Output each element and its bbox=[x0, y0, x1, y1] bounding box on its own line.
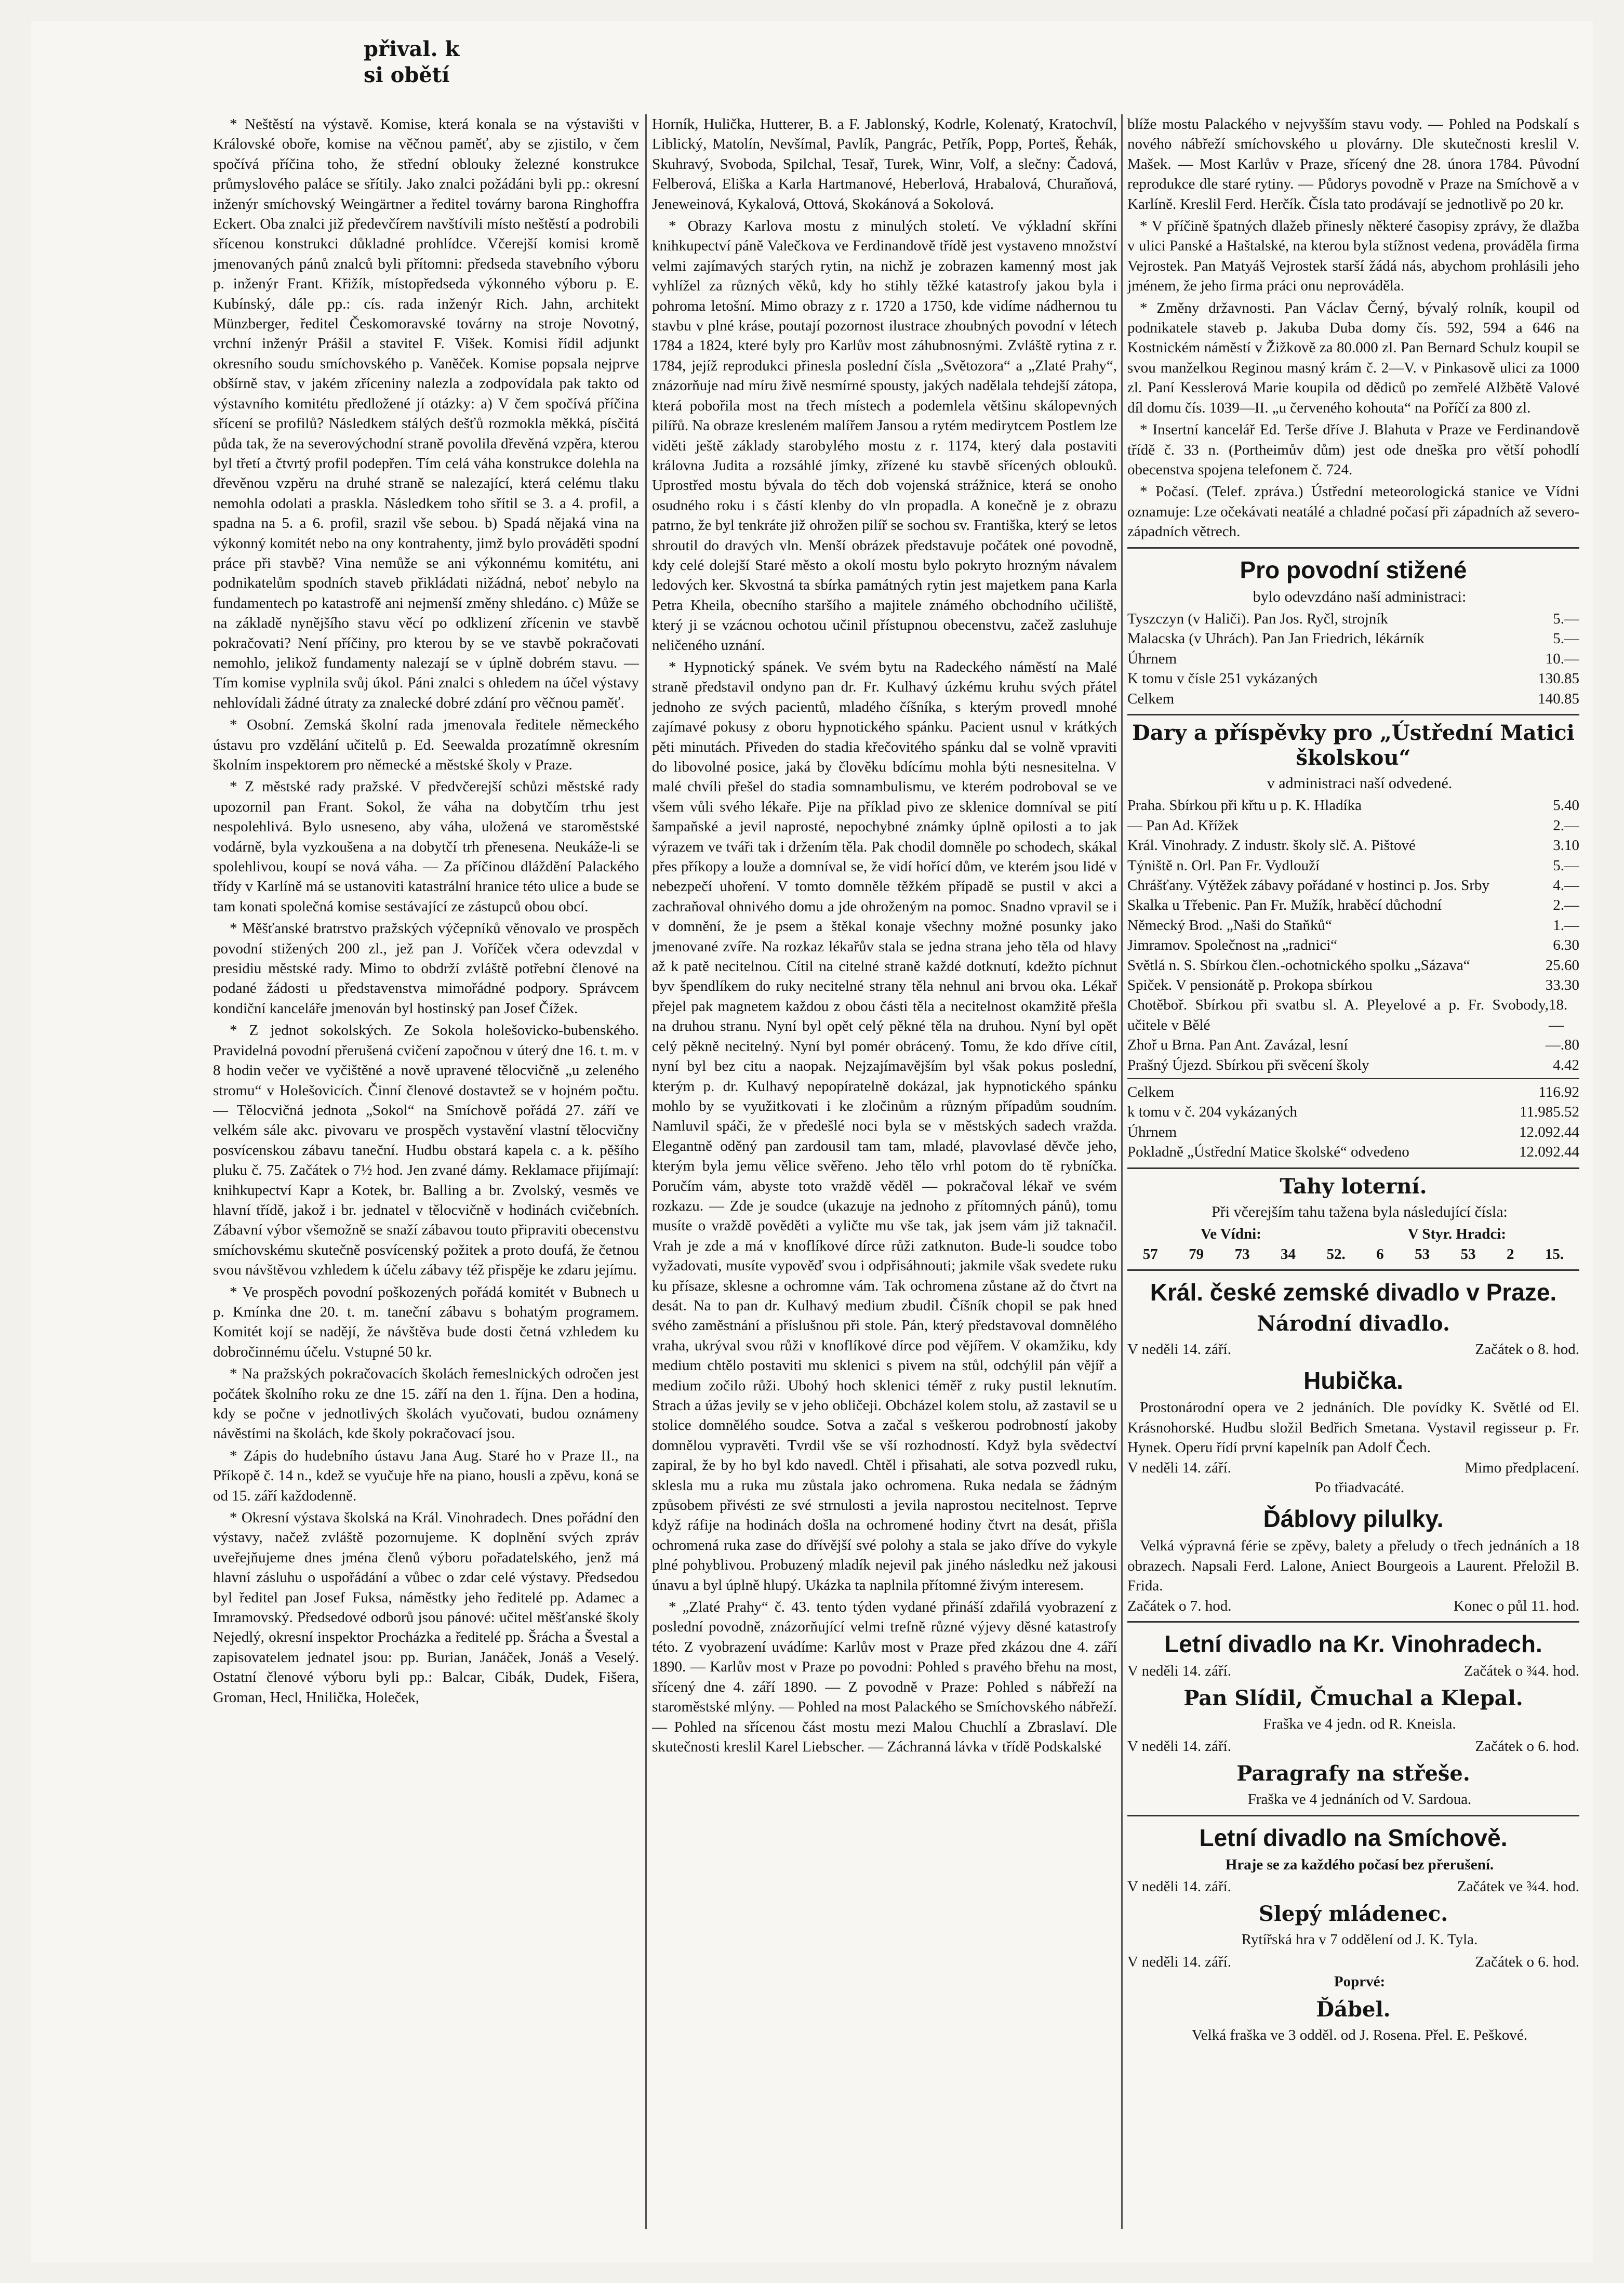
article-insertni-kancelar: * Insertní kancelář Ed. Terše dříve J. Blahuta v Praze ve Ferdinandově třídě č. 33 n. (Portheimův dům) jest ode dneška pro větší pohodlí obecenstva spojena telefonem č. 724. bbox=[1127, 421, 1579, 478]
donation-row bbox=[1127, 835, 1579, 855]
donation-amount: 2.— bbox=[1553, 897, 1579, 914]
donation-label: Chrášťany. Výtěžek zábavy pořádané v hostinci p. Jos. Srby bbox=[1127, 877, 1489, 894]
divider bbox=[1127, 714, 1579, 715]
article-skolska-vystava: * Okresní výstava školská na Král. Vinohradech. Dnes pořádní den výstavy, načež zvláště pozornujeme. K doplnění svých zpráv uveřejňujeme dnes jména členů výboru pořadatelského, jenž má hlavní zásluhu o uspořádání a vůbec o zdar celé výstavy. Předsedou byl ředitel pan Josef Fuksa, náměstky jeho ředitelé pp. Adamec a Imramovský. Předsedové odborů jsou pánové: učitel měšťanské školy Nejedlý, okresní inspektor Procházka a ředitelé pp. Šrácha a Švestal a zapisovatelem jednatel jsou: pp. Burian, Janáček, Jonáš a Veselý. Ostatní členové výboru byli pp.: Balcar, Cibák, Dudek, Fišera, Groman, Hecl, Hnilička, Holeček, bbox=[213, 1509, 639, 1706]
divider bbox=[1127, 1621, 1579, 1623]
lottery-number: 73 bbox=[1234, 1245, 1250, 1263]
flood-row-amount: 5.— bbox=[1553, 610, 1579, 627]
divider bbox=[1127, 1269, 1579, 1271]
article-bratrstvo: * Měšťanské bratrstvo pražských výčepníků věnovalo ve prospěch povodní stižených 200 zl., jež pan J. Voříček včera odevzdal v presidiu městské rady. Mimo to obdrží zvláště potřební členové na podané žádosti u představenstva mimořádné podpory. Správcem kondiční kanceláře jmenován byl hostinský pan Josef Čížek. bbox=[213, 920, 639, 1017]
matice-previous bbox=[1127, 1102, 1579, 1122]
matice-grand-amount: 12.092.44 bbox=[1519, 1123, 1579, 1140]
article-osobni: * Osobní. Zemská školní rada jmenovala ředitele německého ústavu pro vzdělání učitelů p. Ed. Seewalda prozatímně okresním školním inspektorem pro německé a městské školy v Praze. bbox=[213, 716, 639, 773]
article-mestska-rada: * Z městské rady pražské. V předvčerejší schůzi městské rady upozornil pan Frant. Sokol, že váha na dobytčím trhu jest nespolehlivá. Bylo usneseno, aby váha, uložená ve staroměstské vodárně, byla vyzkoušena a na dobytčí trh přenesena. Neukáže-li se spolehlivou, koupí se nová váha. — Za příčinou dláždění Palackého třídy v Karlíně má se ustanoviti katastrální hranice této ulice a bude se tam konati společná komise sestávající ze zástupců obou obcí. bbox=[213, 778, 639, 915]
performance-start: Začátek o ¾4. hod. bbox=[1463, 1662, 1579, 1679]
donation-amount: 3.10 bbox=[1553, 837, 1579, 854]
performance-note: Mimo předplacení. bbox=[1465, 1459, 1579, 1476]
lottery-numbers bbox=[1127, 1244, 1579, 1264]
article-sokol: * Z jednot sokolských. Ze Sokola holešovicko-bubenského. Pravidelná povodní přerušená cvičení započnou v úterý dne 16. t. m. v 8 hodin večer ve vyčištěné a nově upravené tělocvičně „u zeleného stromu“ v Holešovicích. Činní členové dostavtež se v hojném počtu. — Tělocvičná jednota „Sokol“ na Smíchově pořádá 27. září ve velkém sále akc. pivovaru ve prospěch vystavění vlastní tělocvičny posvícenskou zábavu taneční. Hudbu obstará kapela c. a k. pěšího pluku č. 75. Začátek o 7½ hod. Jen zvané dámy. Reklamace přijímají: knihkupectví Kapr a Kotek, br. Balling a br. Zvolský, vesměs ve hlavní třídě, jakož i br. jednatel v tělocvičně v hodinách cvičebních. Zábavní výbor všemožně se snaží zábavou touto připraviti obecenstvu smíchovskému skutečně posvícenský požitek a proto doufá, že četnou svou návštěvou vzhledem k účelu zábavy též přispěje ke zdaru jejímu. bbox=[213, 1022, 639, 1279]
performance-row bbox=[1127, 1736, 1579, 1756]
matice-grand-total bbox=[1127, 1122, 1579, 1142]
donation-row bbox=[1127, 795, 1579, 815]
donation-row bbox=[1127, 915, 1579, 935]
performance-title: Pan Slídil, Čmuchal a Klepal. bbox=[1183, 1686, 1523, 1711]
donation-row bbox=[1127, 1055, 1579, 1075]
lottery-number: 53 bbox=[1415, 1245, 1430, 1263]
donation-row bbox=[1127, 895, 1579, 915]
performance-row bbox=[1127, 1661, 1579, 1681]
donation-row bbox=[1127, 856, 1579, 875]
divider bbox=[1127, 1815, 1579, 1816]
flood-heading: Pro povodní stižené bbox=[1240, 556, 1467, 583]
performance-start: Začátek o 7. hod. bbox=[1127, 1597, 1232, 1614]
article-vystava: * Neštěstí na výstavě. Komise, která konala se na výstavišti v Královské oboře, komise na věčnou paměť, aby se zjistilo, v čem spočívá příčina toho, že střední oblouky železné konstrukce průmyslového paláce se sřítily. Jako znalci požádáni byli pp.: okresní inženýr smíchovský Weingärtner a ředitel továrny barona Ringhoffra Eckert. Oba znalci již předevčírem navštívili místo neštěstí a podrobili sřícenou konstrukci důkladné prohlídce. Včerejší komisi kromě jmenovaných pánů znalců byli přítomni: předseda stavebního výboru p. inženýr Frant. Křižík, místopředseda výkonného výboru p. E. Kubínský, dále pp.: cís. rada inženýr Rich. Jahn, architekt Münzberger, ředitel Českomoravské továrny na stroje Novotný, vrchní inženýr Prášil a stavitel F. Višek. Komisi řídil adjunkt okresního soudu smíchovského p. Vaněček. Komise popsala nejprve obšírně stav, v jakém zříceniny nalezla a zodpovídala pak takto od výstavního komitétu předložené jí otázky: a) V čem spočívá příčina sřícení se profilů? Následkem stálých dešťů rozmokla měkká, písčitá půda tak, že na severovýchodní straně povolila dřevěná vzpěra, kterou byl třetí a čtvrtý profil podepřen. Tím celá váha konstrukce dolehla na dřevěnou vzpěru na druhé straně se nalezající, která celému tlaku nemohla odolati a praskla. Následkem toho sřítil se 3. a 4. profil, a spadna na 5. a 6. profil, srazil vše sebou. b) Spadá nějaká vina na výkonný komitét nebo na ony kontrahenty, jimž bylo prováděti spodní práce při stavbě? Vina nemůže se ani výkonnému komitétu, ani podnikatelům spodních staveb přikládati nižádná, neboť nebylo na fundamentech po katastrofě ani nejmenší změny shledáno. c) Může se na základě nynějšího stavu věcí po odklizení zřícenin ve stavbě pokračovati? Není příčiny, pro kterou by se ve stavbě pokračovati nemohlo, jelikož fundamenty nalezají se v úplně dobrém stavu. — Tím komise vyplnila svůj úkol. Páni znalci s ohledem na účel výstavy nehlovídali žádné útraty za znalecké dobré zdání pro věčnou paměť. bbox=[213, 116, 639, 711]
matice-previous-amount: 11.985.52 bbox=[1520, 1104, 1579, 1121]
donation-amount: 1.— bbox=[1553, 917, 1579, 934]
donation-amount: 18.— bbox=[1548, 997, 1568, 1033]
donation-label: Německý Brod. „Naši do Staňků“ bbox=[1127, 917, 1332, 934]
flood-previous bbox=[1127, 669, 1579, 688]
performance-date: V neděli 14. září. bbox=[1127, 1459, 1231, 1476]
donation-label: — Pan Ad. Křížek bbox=[1127, 817, 1239, 834]
donation-label: Zhoř u Brna. Pan Ant. Zavázal, lesní bbox=[1127, 1037, 1348, 1054]
donation-row bbox=[1127, 875, 1579, 895]
performance-row bbox=[1127, 1596, 1579, 1616]
smichov-heading: Letní divadlo na Smíchově. bbox=[1199, 1824, 1508, 1851]
lottery-heading: Tahy loterní. bbox=[1280, 1174, 1427, 1199]
theatre-heading: Král. české zemské divadlo v Praze. bbox=[1150, 1278, 1557, 1306]
lottery-number: 53 bbox=[1460, 1245, 1476, 1263]
donation-row bbox=[1127, 1035, 1579, 1055]
divider bbox=[1127, 1167, 1579, 1169]
divider bbox=[1127, 547, 1579, 549]
performance-title: Slepý mládenec. bbox=[1258, 1902, 1448, 1927]
donation-amount: 6.30 bbox=[1553, 937, 1579, 954]
performance-row bbox=[1127, 1458, 1579, 1478]
flood-row-label: Malacska (v Uhrách). Pan Jan Friedrich, lékárník bbox=[1127, 630, 1425, 647]
flood-subtitle: bylo odevzdáno naší administraci: bbox=[1253, 588, 1467, 605]
performance-start: Začátek o 8. hod. bbox=[1475, 1340, 1579, 1358]
lottery-number: 2 bbox=[1506, 1245, 1514, 1263]
flood-previous-amount: 130.85 bbox=[1538, 670, 1579, 687]
performance-description: Prostonárodní opera ve 2 jednáních. Dle povídky K. Světlé od El. Krásnohorské. Hudbu složil Bedřich Smetana. Vystavil regisseur p. Fr. Hynek. Operu řídí první kapelník pan Adolf Čech. bbox=[1127, 1399, 1579, 1456]
donation-amount: —.80 bbox=[1545, 1037, 1579, 1054]
performance-title: Hubička. bbox=[1303, 1367, 1403, 1395]
article-bubny: * Ve prospěch povodní poškozených pořádá komitét v Bubnech u p. Kmínka dne 20. t. m. taneční zábavu s bohatým programem. Komitét kojí se nadějí, že návštěva bude dosti četná vzhledem ku dobročinnému účelu. Vstupné 50 kr. bbox=[213, 1283, 639, 1360]
performance-date: V neděli 14. září. bbox=[1127, 1340, 1231, 1358]
donation-label: Spiček. V pensionátě p. Prokopa sbírkou bbox=[1127, 977, 1373, 994]
vinohrady-heading: Letní divadlo na Kr. Vinohradech. bbox=[1164, 1630, 1542, 1657]
donation-amount: 33.30 bbox=[1545, 977, 1579, 994]
matice-pokladna-amount: 12.092.44 bbox=[1519, 1144, 1579, 1161]
lottery-number: 52. bbox=[1326, 1245, 1346, 1263]
matice-pokladna-label: Pokladně „Ústřední Matice školské“ odvedeno bbox=[1127, 1144, 1409, 1161]
performance-start: Začátek o 6. hod. bbox=[1475, 1737, 1579, 1755]
performance-description: Fraška ve 4 jednáních od V. Sardoua. bbox=[1247, 1791, 1472, 1808]
donation-row bbox=[1127, 975, 1579, 995]
header-stub-line-2: si obětí bbox=[364, 63, 450, 87]
article-dlazby: * V příčině špatných dlažeb přinesly některé časopisy zprávy, že dlažba v ulici Panské a Haštalské, na kterou byla stížnost vedena, prováděla firma Vejrostek. Pan Matyáš Vejrostek starší žádá nás, abychom prohlásili jeho jménem, že jeho firma práci onu neprováděla. bbox=[1127, 218, 1579, 295]
donation-label: Král. Vinohrady. Z industr. školy slč. A. Pištové bbox=[1127, 837, 1416, 854]
performance-title: Ďáblovy pilulky. bbox=[1263, 1505, 1444, 1533]
matice-total-amount: 116.92 bbox=[1538, 1084, 1579, 1101]
performance-description: Fraška ve 4 jedn. od R. Kneisla. bbox=[1263, 1716, 1456, 1733]
matice-subtitle: v administraci naší odvedené. bbox=[1267, 774, 1453, 792]
performance-description: Velká výpravná férie se zpěvy, balety a přeludy o třech jednáních a 18 obrazech. Napsali Ferd. Lalone, Aniect Bourgeois a Laurent. Přeložil B. Frida. bbox=[1127, 1537, 1579, 1595]
performance-row bbox=[1127, 1877, 1579, 1896]
article-skoly: * Na pražských pokračovacích školách řemeslnických odročen jest počátek školního roku ze dne 15. září na den 1. října. Den a hodina, kdy se počne v jednotlivých školách vyučovati, budou oznámeny návěstími na školách, kde školy pokračovací jsou. bbox=[213, 1365, 639, 1442]
column-rule-2 bbox=[1121, 114, 1123, 2229]
donation-row bbox=[1127, 955, 1579, 975]
donation-label: Chotěboř. Sbírkou při svatbu sl. A. Pleyelové a p. Fr. Svobody, učitele v Bělé bbox=[1127, 997, 1549, 1033]
donation-amount: 25.60 bbox=[1545, 957, 1579, 974]
article-hudebni-ustav: * Zápis do hudebního ústavu Jana Aug. Staré ho v Praze II., na Příkopě č. 14 n., kdež se vyučuje hře na piano, housli a zpěvu, koná se od 15. září každodenně. bbox=[213, 1447, 639, 1504]
matice-grand-label: Úhrnem bbox=[1127, 1123, 1177, 1140]
performance-date: V neděli 14. září. bbox=[1127, 1662, 1231, 1679]
lottery-vienna-label: Ve Vídni: bbox=[1200, 1226, 1261, 1243]
header-stub-line-1: přival. k bbox=[364, 37, 460, 61]
performance-date: V neděli 14. září. bbox=[1127, 1878, 1231, 1895]
flood-previous-label: K tomu v čísle 251 vykázaných bbox=[1127, 670, 1318, 687]
donation-label: Světlá n. S. Sbírkou člen.-ochotnického spolku „Sázava“ bbox=[1127, 957, 1470, 974]
donation-row bbox=[1127, 935, 1579, 955]
lottery-number: 57 bbox=[1142, 1245, 1158, 1263]
performance-pre: Po třiadvacáté. bbox=[1314, 1479, 1405, 1496]
article-karluv-most: * Obrazy Karlova mostu z minulých století. Ve výkladní skříni knihkupectví páně Valečkova ve Ferdinandově třídě jest vystaveno množství velmi zajímavých starých rytin, na nichž je zobrazen kamenný most jak vyhlížel za různých věků, kdy ho stihly těžké katastrofy jakou byla i pohroma letošní. Mimo obrazy z r. 1720 a 1750, kde vidíme nádhernou tu stavbu v plné kráse, poutají pozornost ilustrace zhoubných povodní v létech 1784 a 1824, které byly pro Karlův most záhubnosnými. Zvláště rytina z r. 1784, jejíž reprodukci přinesla poslední čísla „Světozora“ a „Zlaté Prahy“, znázorňuje nad míru živě nesmírné spousty, jakých nadělala tehdejší zátopa, která pobořila most na třech místech a podemlela většinu skálopevných pilířů. Na obraze kresleném malířem Jansou a rytém medirytcem Postlem lze viděti ještě základy starobylého mostu z r. 1174, který dala postaviti královna Judita a rozsáhlé jímky, zřízené ku stavbě sřícených oblouků. Uprostřed mostu bývala do těch dob vojenská strážnice, která se onoho osudného roku i s částí klenby do vln propadla. A konečně je z obrazu patrno, že byl tenkráte již ohrožen pilíř se sochou sv. Františka, který se letos shroutil do dravých vln. Menší obrázek představuje počátek oné povodně, kdy celé dolejší Staré město a okolí mostu bylo pokryto hrozným návalem ledových ker. Skvostná ta sbírka památných rytin jest majetkem pana Karla Petra Kheila, obecního staršího a majitele známého obchodního učiliště, který ji se vzácnou ochotou učinil přístupnou obecenstvu, začež zasluhuje neličeného uznání. bbox=[652, 218, 1117, 654]
flood-total-label: Celkem bbox=[1127, 690, 1175, 707]
column-rule-1 bbox=[645, 114, 647, 2229]
lottery-steyr-label: V Styr. Hradci: bbox=[1407, 1226, 1507, 1243]
performance-end: Konec o půl 11. hod. bbox=[1453, 1597, 1579, 1614]
donation-amount: 5.— bbox=[1553, 857, 1579, 874]
performance-title: Ďábel. bbox=[1316, 1997, 1391, 2022]
performance-title: Paragrafy na střeše. bbox=[1236, 1761, 1470, 1786]
matice-previous-label: k tomu v č. 204 vykázaných bbox=[1127, 1104, 1297, 1121]
lottery-number: 79 bbox=[1189, 1245, 1204, 1263]
flood-subtotal-label: Úhrnem bbox=[1127, 650, 1177, 667]
donation-amount: 2.— bbox=[1553, 817, 1579, 834]
performance-description: Rytířská hra v 7 oddělení od J. K. Tyla. bbox=[1241, 1931, 1478, 1948]
donation-row bbox=[1127, 816, 1579, 835]
donation-amount: 4.— bbox=[1553, 877, 1579, 894]
donation-label: Týniště n. Orl. Pan Fr. Vydlouží bbox=[1127, 857, 1320, 874]
matice-pokladna bbox=[1127, 1142, 1579, 1162]
flood-subtotal bbox=[1127, 649, 1579, 669]
flood-row-amount: 5.— bbox=[1553, 630, 1579, 647]
performance-date: V neděli 14. září. bbox=[1127, 1953, 1231, 1970]
lottery-subtitle: Při včerejším tahu tažena byla následující čísla: bbox=[1212, 1203, 1508, 1220]
lottery-number: 15. bbox=[1545, 1245, 1564, 1263]
header-stub bbox=[364, 36, 478, 88]
donation-label: Praha. Sbírkou při křtu u p. K. Hladíka bbox=[1127, 797, 1362, 814]
column-3 bbox=[1127, 114, 1579, 2234]
lottery-number: 34 bbox=[1281, 1245, 1296, 1263]
column-1 bbox=[213, 114, 639, 2234]
donation-amount: 4.42 bbox=[1553, 1056, 1579, 1073]
flood-total bbox=[1127, 689, 1579, 709]
donation-label: Jimramov. Společnost na „radnici“ bbox=[1127, 937, 1338, 954]
donation-label: Prašný Újezd. Sbírkou při svěcení školy bbox=[1127, 1056, 1369, 1073]
donation-amount: 5.40 bbox=[1553, 797, 1579, 814]
matice-heading: Dary a příspěvky pro „Ústřední Matici školskou“ bbox=[1132, 720, 1575, 770]
performance-date: V neděli 14. září. bbox=[1127, 1737, 1231, 1755]
article-pocasi: * Počasí. (Telef. zpráva.) Ústřední meteorologická stanice ve Vídni oznamuje: Lze očekávati neatálé a chladné počasí při západních až severo-západních větrech. bbox=[1127, 483, 1579, 540]
article-hypnoticky-spanek: * Hypnotický spánek. Ve svém bytu na Radeckého náměstí na Malé straně představil ondyno pan dr. Fr. Kulhavý úzkému kruhu svých přátel jednoho ze svých pacientů, mladého číšníka, s kterým provedl mnohé zajímavé pokusy z oboru hypnotického spánku. Pacient usnul v krátkých pěti minutách. Přiveden do stadia křečovitého spánku dal se volně vpraviti do libovolné posice, jaká by člověku bdícímu mohla býti nesnesitelna. V malé chvíli přešel do stadia somnambulismu, ve kterém podroboval se ve všem vůli svého lékaře. Pije na příklad pivo ze sklenice domníval se pití šampaňské a jevil naprosté, nepochybné známky úplně opilosti a to jak výrazem ve tváři tak i držením těla. Pak chodil domněle po schodech, skákal přes příkopy a louže a domníval se, že vidí hořící dům, ve kterém jsou lidé v nebezpečí uhoření. V tomto domněle těžkém případě se pustil v akci a zachraňoval ohnivého domu a jde ohroženým na pomoc. Snadno vpravil se i v domnění, že je psem a štěkal konaje všechny možné posunky jako jmenované zvíře. Na rozkaz lékařův stala se jedna strana jeho těla od hlavy až k patě necitelnou. Cítil na citelné straně každé dotknutí, kdežto píchnut byv špendlíkem do ruky necitelné strany těla nehnul ani brvou oka. Lékař přejel pak magnetem každou z obou části těla a necitelnost okamžitě přešla na druhou stranu. Nyní byl opět celý pěkné těla na druhou. Nyní byl opět celý pěkně necitelný. Nyní byl pomér obrácený. Tomu, že kdo dříve cítil, nyní byl bez citu a naopak. Nejzajímavějším byl však pokus poslední, kterým p. dr. Kulhavý nepopíratelně dokázal, jak hypnotického spánku mohlo by se využitkovati i ke zločinům a různým případům soudním. Namluvil spáči, že v předešlé noci byla se v městských sadech vražda. Elegantně oděný pan zardousil tam tam, mladé, plavovlasé děvče jeho, kterým byla jemu vělice svěřeno. Jeho tělo vrhl potom do tě rybníčka. Poručím vám, abyste toto vraždě věděl — pokračoval lékař ve svém rozkazu. — Zde je soudce (ukazuje na jednoho z přítomných pánů), tomu musíte o vraždě pověděti a vyličte mu vše tak, jak jsem vám již taknačil. Vrah je zde a má v knoflíkové dírce růži zatknuton. Bude-li soudce tobo vyžadovati, musíte vypověď svou i odpřisáhnouti; jakmile však svedete ruku ku přísaze, sklesne a ochromne vám. Tak ochromena zůstane až do čtvrt na desát. Na to pan dr. Kulhavý medium zbudil. Číšník chopil se pak hned svého zaměstnání a příslušnou při stole. Pán, který představoval domnělého vraha, ukrýval svou růži v knoflíkové dírce pod vějířem. V okamžiku, kdy medium chtělo postaviti mu sklenici s pivem na stůl, odchýlil pán vějíř a medium zočilo růži. Ubohý hoch sklenici téměř z ruky pustil leknutím. Strach a úžas jevily se v jeho obličeji. Obcházel kolem stolu, až zastavil se u stolice domnělého soudce. Sotva a začal s veškerou podrobností jakoby domnělou vypravěti. Tvrdil vše se vší rozhodností. Když byla svědectví zapiral, že by ho byl kdo navedl. Chtěl i přisahati, ale sotva pozvedl ruku, sklesla mu a ruka mu zůstala jako ochromena. Ruka nedala se žádným způsobem přivésti ze své strnulosti a jevila naprostou necitelnost. Teprve když ráfije na hodinách došla na ochromené hodiny čtvrt na desát, přišla ochromená ruka zase do dřívější své polohy a stala se jako dříve do vykyle plné pohyblivou. Probuzený mladík nejevil pak jiného následku než jakousi únavu a byl úplně hlupý. Ukázka ta naplnila přítomné živým interesem. bbox=[652, 658, 1117, 1594]
flood-total-amount: 140.85 bbox=[1538, 690, 1579, 707]
article-names-continued: Horník, Hulička, Hutterer, B. a F. Jablonský, Kodrle, Kolenatý, Kratochvíl, Liblický, Matolín, Nevšímal, Pavlík, Pangrác, Petřík, Popp, Porteš, Řehák, Skuhravý, Svoboda, Spilchal, Tesař, Turek, Winr, Volf, a slečny: Čadová, Felberová, Eliška a Karla Hartmanové, Heberlová, Hrabalová, Churaňová, Jeneweinová, Kykalová, Ottová, Skokánová a Sokolová. bbox=[652, 116, 1117, 213]
performance-pre: Poprvé: bbox=[1334, 1973, 1386, 1990]
donation-row bbox=[1127, 995, 1579, 1035]
flood-row-label: Tyszczyn (v Haliči). Pan Jos. Ryčl, strojník bbox=[1127, 610, 1388, 627]
article-zlata-praha: * „Zlaté Prahy“ č. 43. tento týden vydané přináší zdařilá vyobrazení z poslední povodně, znázorňující velmi trefně různé výjevy děsné katastrofy této. Z vyobrazení uvádíme: Karlův most v Praze před zkázou dne 4. září 1890. — Karlův most v Praze po povodni: Pohled s pravého břehu na most, sřícený dne 4. září 1890. — Z povodně v Praze: Pohled s nábřeží na staroměstské mlýny. — Pohled na most Palackého se Smíchovského nábřeží. — Pohled na sřícenou část mostu mezi Malou Chuchlí a Zbraslaví. Dle skutečnosti kreslil Karel Liebscher. — Záchranná lávka v třídě Podskalské bbox=[652, 1599, 1117, 1755]
flood-row bbox=[1127, 629, 1579, 648]
lottery-number: 6 bbox=[1376, 1245, 1384, 1263]
matice-total bbox=[1127, 1082, 1579, 1102]
column-2 bbox=[652, 114, 1117, 2234]
theatre-subheading: Národní divadlo. bbox=[1257, 1311, 1450, 1336]
performance-description: Velká fraška ve 3 odděl. od J. Rosena. Přel. E. Peškové. bbox=[1192, 2026, 1527, 2043]
smichov-note: Hraje se za každého počasí bez přerušení. bbox=[1225, 1856, 1494, 1873]
performance-row bbox=[1127, 1952, 1579, 1972]
performance-row bbox=[1127, 1339, 1579, 1359]
performance-start: Začátek ve ¾4. hod. bbox=[1457, 1878, 1579, 1895]
performance-start: Začátek o 6. hod. bbox=[1475, 1953, 1579, 1970]
flood-row bbox=[1127, 609, 1579, 629]
divider bbox=[1127, 1078, 1579, 1079]
donation-label: Skalka u Třebenic. Pan Fr. Mužík, hraběcí důchodní bbox=[1127, 897, 1442, 914]
article-drzavnosti: * Změny državnosti. Pan Václav Černý, bývalý rolník, koupil od podnikatele staveb p. Jakuba Duba domy čís. 592, 594 a 646 na Kostnickém náměstí v Žižkově za 80.000 zl. Pan Bernard Schulz koupil se svou manželkou Reginou masný krám č. 2—V. v Pinkasově ulici za 1000 zl. Paní Kesslerová Marie koupila od dědiců po zemřelé Alžbětě Valové díl domu čís. 1039—II. „u červeného kohouta“ na Poříčí za 800 zl. bbox=[1127, 299, 1579, 416]
lottery-labels bbox=[1127, 1224, 1579, 1244]
flood-subtotal-amount: 10.— bbox=[1545, 650, 1579, 667]
article-continued: blíže mostu Palackého v nejvyšším stavu vody. — Pohled na Podskalí s nového nábřeží smíchovského u plovárny. Dle skutečnosti kreslil V. Mašek. — Most Karlův v Praze, sřícený dne 28. února 1784. Původní reprodukce dle staré rytiny. — Půdorys povodně v Praze na Smíchově a v Karlíně. Kreslil Ferd. Herčík. Čísla tato prodávají se jednotlivě po 20 kr. bbox=[1127, 116, 1579, 213]
matice-total-label: Celkem bbox=[1127, 1084, 1175, 1101]
